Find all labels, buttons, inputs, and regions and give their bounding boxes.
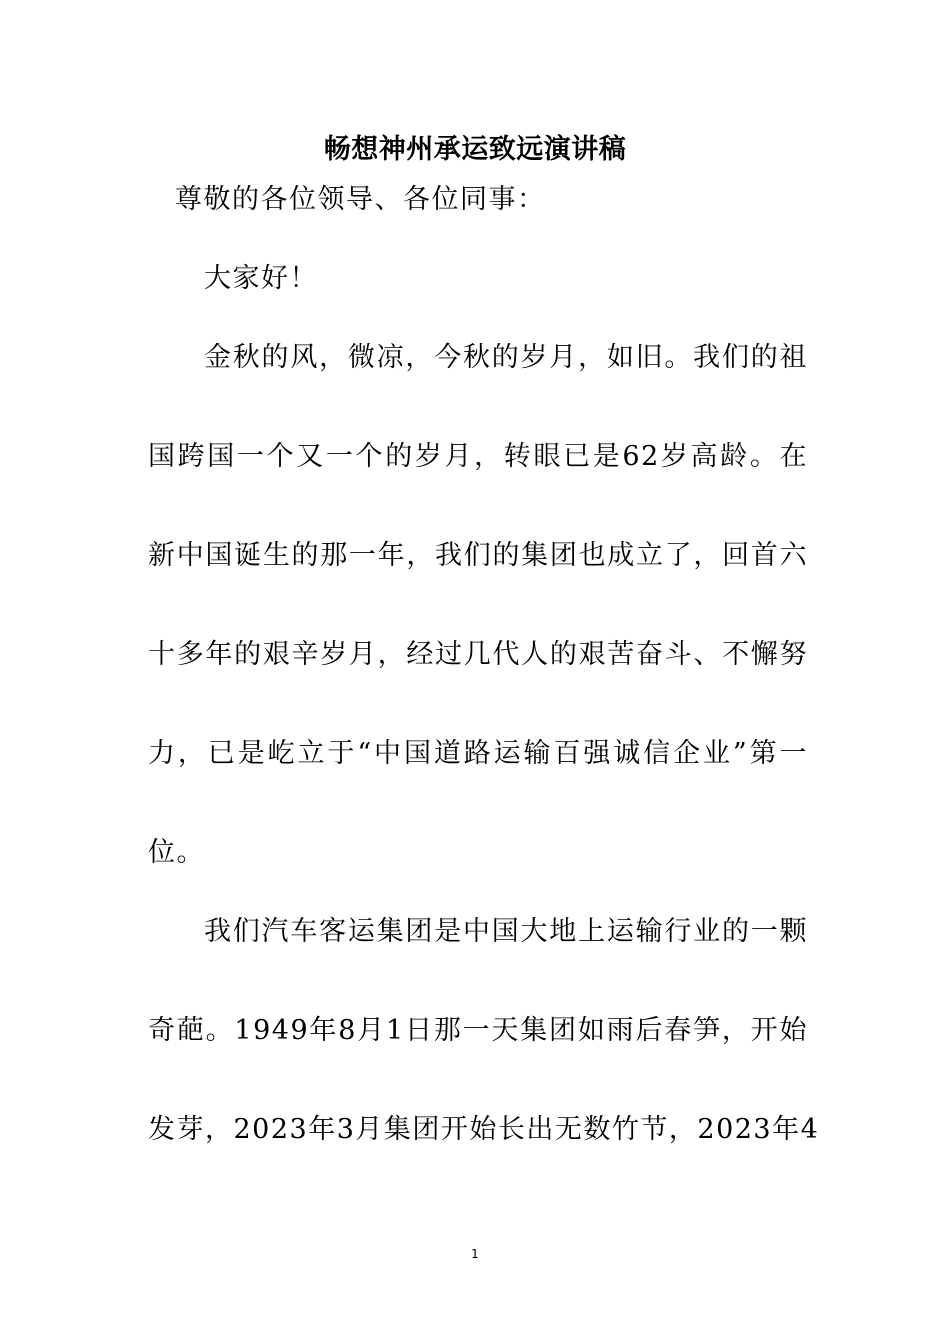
salutation-line: 尊敬的各位领导、各位同事：	[175, 184, 546, 215]
greeting-line: 大家好！	[204, 263, 318, 294]
paragraph-line: 金秋的风，微凉，今秋的岁月，如旧。我们的祖	[204, 342, 808, 373]
paragraph-line: 位。	[148, 837, 205, 868]
paragraph-line: 新中国诞生的那一年，我们的集团也成立了，回首六	[148, 540, 808, 571]
page-number: 1	[471, 1247, 479, 1261]
paragraph-line: 力，已是屹立于“中国道路运输百强诚信企业”第一	[148, 738, 808, 769]
document-title: 畅想神州承运致远演讲稿	[323, 134, 627, 165]
paragraph-line: 奇葩。1949年8月1日那一天集团如雨后春笋，开始	[148, 1015, 808, 1046]
paragraph-line: 我们汽车客运集团是中国大地上运输行业的一颗	[204, 916, 808, 947]
paragraph-line: 十多年的艰辛岁月，经过几代人的艰苦奋斗、不懈努	[148, 639, 808, 670]
paragraph-line: 国跨国一个又一个的岁月，转眼已是62岁高龄。在	[148, 441, 808, 472]
paragraph-line: 发芽，2023年3月集团开始长出无数竹节，2023年4	[148, 1114, 820, 1145]
